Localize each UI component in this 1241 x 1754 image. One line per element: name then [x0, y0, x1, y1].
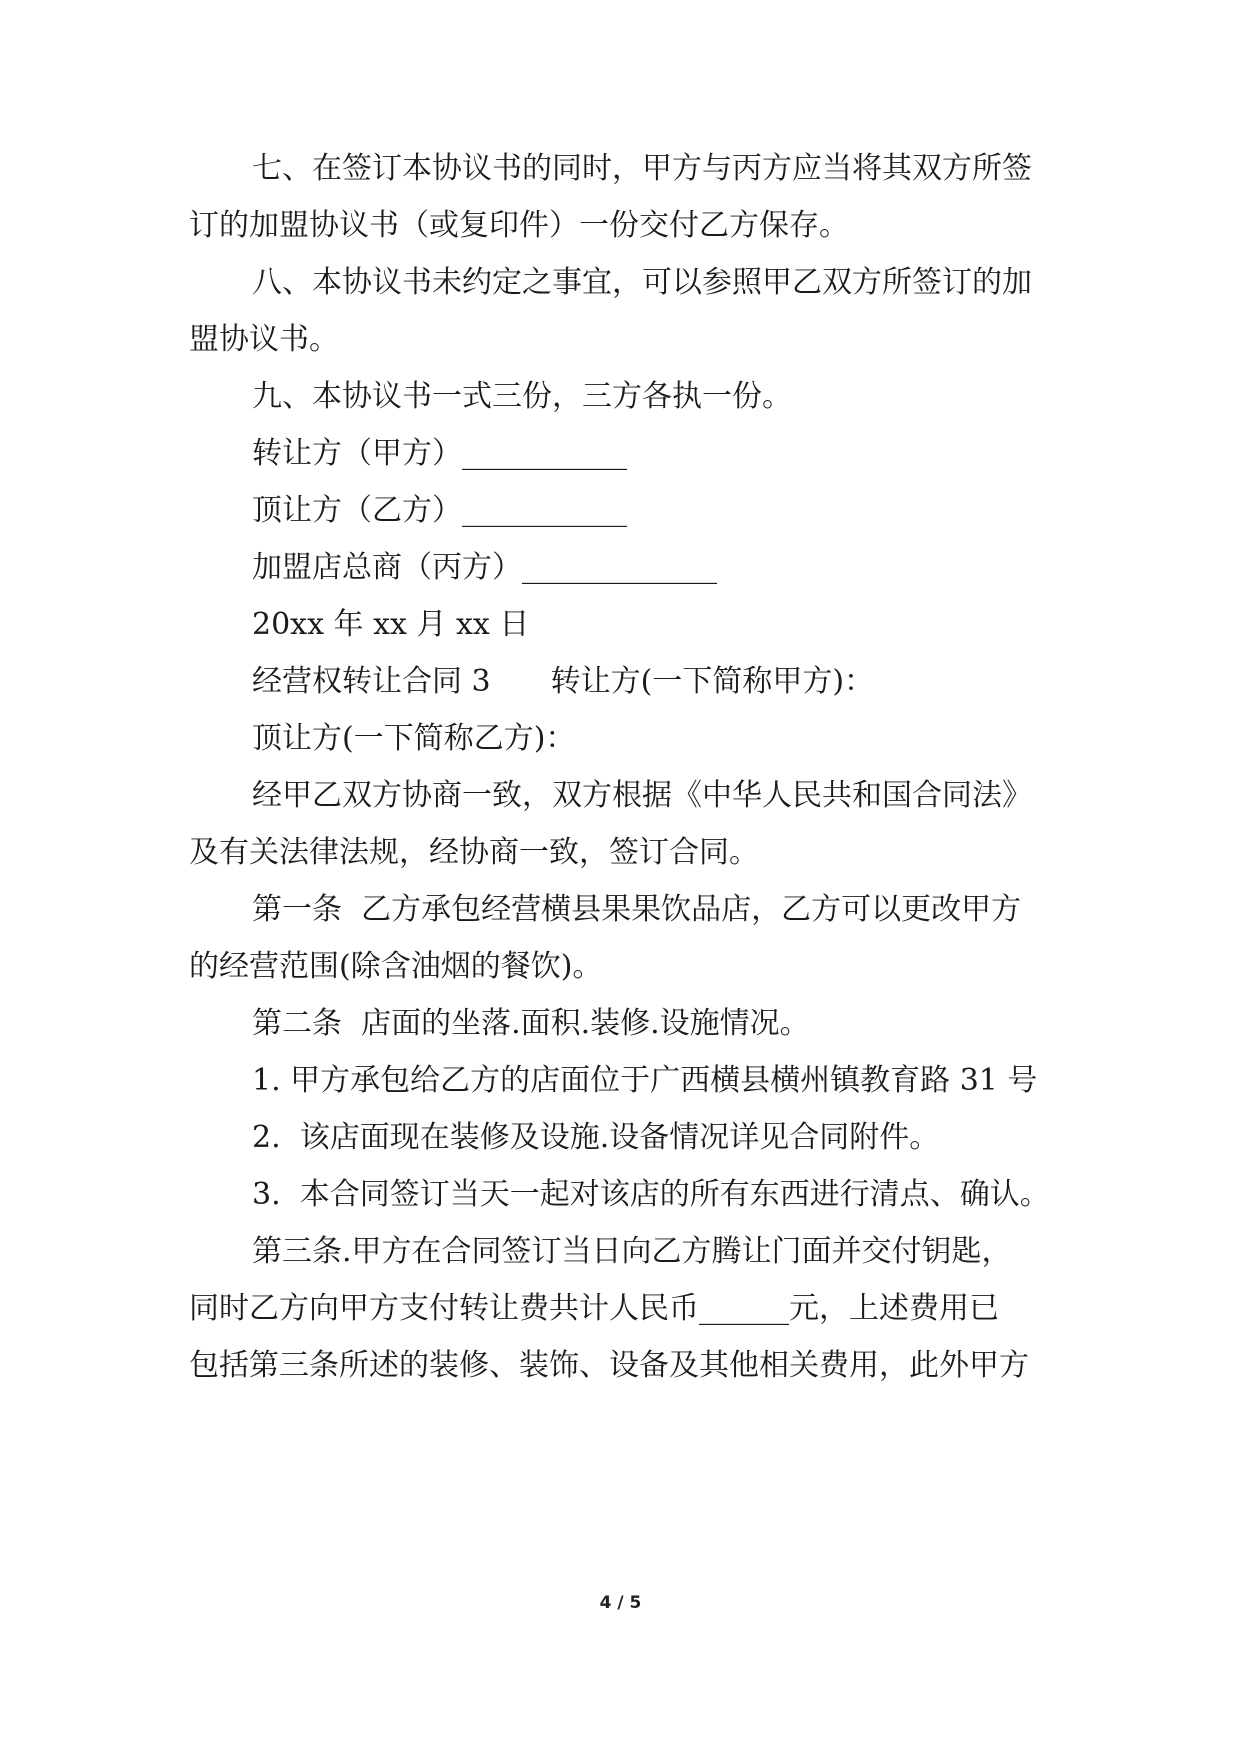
paragraph-line: 第二条 店面的坐落.面积.装修.设施情况。: [252, 1006, 810, 1041]
paragraph-line: 第一条 乙方承包经营横县果果饮品店，乙方可以更改甲方: [252, 892, 1022, 927]
signature-line: 转让方（甲方）___________: [252, 436, 627, 471]
paragraph-line: 同时乙方向甲方支付转让费共计人民币______元，上述费用已: [189, 1291, 999, 1326]
paragraph-line: 订的加盟协议书（或复印件）一份交付乙方保存。: [189, 208, 849, 243]
paragraph-line: 的经营范围(除含油烟的餐饮)。: [189, 949, 603, 984]
paragraph-line: 七、在签订本协议书的同时，甲方与丙方应当将其双方所签: [252, 151, 1032, 186]
paragraph-line: 经甲乙双方协商一致，双方根据《中华人民共和国合同法》: [252, 778, 1032, 813]
signature-line: 加盟店总商（丙方）_____________: [252, 550, 717, 585]
list-item: 1. 甲方承包给乙方的店面位于广西横县横州镇教育路 31 号: [252, 1063, 1038, 1098]
paragraph-line: 包括第三条所述的装修、装饰、设备及其他相关费用，此外甲方: [189, 1348, 1029, 1383]
page-number: 4 / 5: [599, 1593, 642, 1613]
list-item: 2. 该店面现在装修及设施.设备情况详见合同附件。: [252, 1120, 940, 1155]
list-item: 3. 本合同签订当天一起对该店的所有东西进行清点、确认。: [252, 1177, 1050, 1212]
signature-line: 顶让方（乙方）___________: [252, 493, 627, 528]
paragraph-line: 及有关法律法规，经协商一致，签订合同。: [189, 835, 759, 870]
paragraph-line: 顶让方(一下简称乙方)：: [252, 721, 576, 756]
paragraph-line: 盟协议书。: [189, 322, 339, 357]
paragraph-line: 第三条.甲方在合同签订当日向乙方腾让门面并交付钥匙，: [252, 1234, 1012, 1269]
date-line: 20xx 年 xx 月 xx 日: [252, 607, 530, 642]
paragraph-line: 九、本协议书一式三份，三方各执一份。: [252, 379, 792, 414]
section-heading: 经营权转让合同 3 转让方(一下简称甲方)：: [252, 664, 875, 699]
paragraph-line: 八、本协议书未约定之事宜，可以参照甲乙双方所签订的加: [252, 265, 1032, 300]
